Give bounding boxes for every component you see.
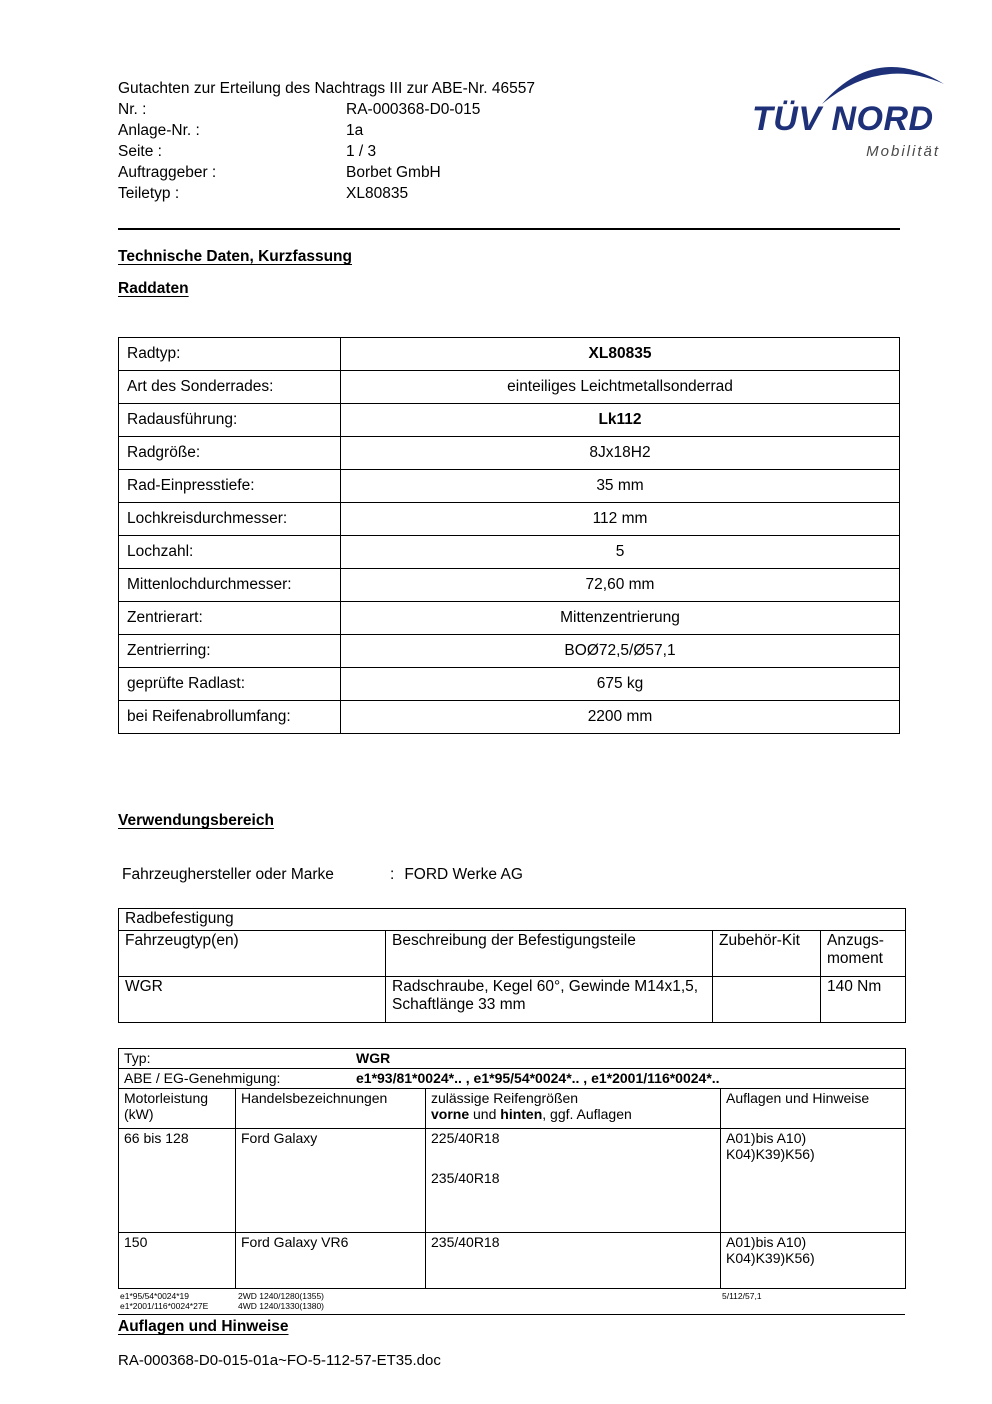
spec-label-cell: Zentrierart: xyxy=(119,602,341,635)
header-divider xyxy=(118,228,900,230)
footnote-weights xyxy=(238,1291,324,1311)
section-heading-technische-daten: Technische Daten, Kurzfassung xyxy=(118,248,352,265)
cell-auflagen xyxy=(721,1233,906,1289)
auflagen-line: A01)bis A10) xyxy=(726,1234,807,1250)
tuev-nord-logo xyxy=(744,48,948,168)
spec-label-cell: geprüfte Radlast: xyxy=(119,668,341,701)
manufacturer-separator: : xyxy=(390,866,395,883)
table-row xyxy=(119,977,906,1023)
table-row xyxy=(119,437,900,470)
header-segment: , ggf. Auflagen xyxy=(542,1106,632,1122)
cell-motorleistung: 150 xyxy=(119,1233,236,1289)
document-title: Gutachten zur Erteilung des Nachtrags III zur ABE-Nr. 46557 xyxy=(118,80,535,97)
cell-fahrzeugtyp: WGR xyxy=(119,977,386,1023)
spec-value-cell: 675 kg xyxy=(341,668,900,701)
cell-handelsbezeichnung: Ford Galaxy xyxy=(236,1129,426,1233)
table-row xyxy=(119,1049,906,1069)
header-line: Motorleistung xyxy=(124,1090,209,1106)
table-row xyxy=(119,1089,906,1129)
column-header-handelsbezeichnungen: Handelsbezeichnungen xyxy=(236,1089,426,1129)
column-header: Anzugs-moment xyxy=(821,931,906,977)
footnote-line: 4WD 1240/1330(1380) xyxy=(238,1301,325,1311)
spec-value-cell: XL80835 xyxy=(341,338,900,371)
spec-label-cell: Mittenlochdurchmesser: xyxy=(119,569,341,602)
tire-size-front: 225/40R18 xyxy=(431,1130,500,1146)
table-row xyxy=(119,569,900,602)
cell-handelsbezeichnung: Ford Galaxy VR6 xyxy=(236,1233,426,1289)
auflagen-line: K04)K39)K56) xyxy=(726,1146,815,1162)
spec-label-cell: Lochzahl: xyxy=(119,536,341,569)
column-header-reifengroessen xyxy=(426,1089,721,1129)
table-row xyxy=(119,371,900,404)
section-heading-auflagen: Auflagen und Hinweise xyxy=(118,1318,289,1335)
spec-value-cell: 35 mm xyxy=(341,470,900,503)
cell-reifengroessen xyxy=(426,1129,721,1233)
raddaten-table xyxy=(118,337,900,734)
cell-beschreibung: Radschraube, Kegel 60°, Gewinde M14x1,5, Schaftlänge 33 mm xyxy=(386,977,713,1023)
spec-value-cell: Lk112 xyxy=(341,404,900,437)
field-label: Nr. : xyxy=(118,101,147,118)
cell-motorleistung: 66 bis 128 xyxy=(119,1129,236,1233)
spec-value-cell: 72,60 mm xyxy=(341,569,900,602)
auflagen-line: A01)bis A10) xyxy=(726,1130,807,1146)
section-heading-raddaten: Raddaten xyxy=(118,280,189,297)
field-label: Seite : xyxy=(118,143,162,160)
table-row xyxy=(119,1233,906,1289)
column-header: Beschreibung der Befestigungsteile xyxy=(386,931,713,977)
logo-tagline: Mobilität xyxy=(866,143,940,160)
column-header: Zubehör-Kit xyxy=(713,931,821,977)
typ-row xyxy=(119,1049,906,1069)
logo-brand-text: TÜV NORD xyxy=(752,100,934,138)
header-line: (kW) xyxy=(124,1106,154,1122)
spec-label-cell: Radtyp: xyxy=(119,338,341,371)
spec-label-cell: Art des Sonderrades: xyxy=(119,371,341,404)
radbefestigung-title-cell: Radbefestigung xyxy=(119,909,906,931)
table-row xyxy=(119,701,900,734)
spec-value-cell: 2200 mm xyxy=(341,701,900,734)
table-row xyxy=(119,338,900,371)
abe-row xyxy=(119,1069,906,1089)
table-row xyxy=(119,1129,906,1233)
spec-label-cell: bei Reifenabrollumfang: xyxy=(119,701,341,734)
spec-value-cell: 5 xyxy=(341,536,900,569)
table-row xyxy=(119,931,906,977)
typ-label: Typ: xyxy=(124,1050,151,1066)
manufacturer-value: FORD Werke AG xyxy=(404,866,523,883)
header-field-row xyxy=(118,183,758,204)
spec-value-cell: einteiliges Leichtmetallsonderrad xyxy=(341,371,900,404)
table-row xyxy=(119,536,900,569)
header-field-row xyxy=(118,162,758,183)
cell-zubehoer xyxy=(713,977,821,1023)
field-value: Borbet GmbH xyxy=(346,164,441,181)
field-label: Teiletyp : xyxy=(118,185,180,202)
column-header-auflagen: Auflagen und Hinweise xyxy=(721,1089,906,1129)
column-header-motorleistung xyxy=(119,1089,236,1129)
manufacturer-line xyxy=(122,866,523,884)
abe-value: e1*93/81*0024*.. , e1*95/54*0024*.. , e1*2001/116*0024*.. xyxy=(356,1070,720,1086)
tire-size-front: 235/40R18 xyxy=(431,1234,500,1250)
table-row xyxy=(119,470,900,503)
table-row xyxy=(119,1069,906,1089)
footnote-line: 2WD 1240/1280(1355) xyxy=(238,1291,325,1301)
header-field-row xyxy=(118,99,758,120)
abe-label: ABE / EG-Genehmigung: xyxy=(124,1070,281,1086)
field-value: XL80835 xyxy=(346,185,409,202)
document-filename: RA-000368-D0-015-01a~FO-5-112-57-ET35.doc xyxy=(118,1352,441,1369)
table-row xyxy=(119,909,906,931)
spec-label-cell: Radgröße: xyxy=(119,437,341,470)
spec-value-cell: Mittenzentrierung xyxy=(341,602,900,635)
spec-value-cell: BOØ72,5/Ø57,1 xyxy=(341,635,900,668)
typ-table xyxy=(118,1048,906,1289)
spec-label-cell: Zentrierring: xyxy=(119,635,341,668)
header-segment: vorne xyxy=(431,1106,470,1122)
table-row xyxy=(119,404,900,437)
document-header xyxy=(118,78,758,204)
radbefestigung-table xyxy=(118,908,906,1023)
table-row xyxy=(119,668,900,701)
footnote-line: e1*2001/116*0024*27E xyxy=(120,1301,209,1311)
table-row xyxy=(119,602,900,635)
header-segment: und xyxy=(469,1106,501,1122)
manufacturer-label: Fahrzeughersteller oder Marke xyxy=(122,866,334,883)
typ-value: WGR xyxy=(356,1050,391,1066)
header-segment: hinten xyxy=(500,1106,543,1122)
spec-label-cell: Radausführung: xyxy=(119,404,341,437)
footnote-line: e1*95/54*0024*19 xyxy=(120,1291,190,1301)
header-line: zulässige Reifengrößen xyxy=(431,1090,579,1106)
footnote-strip xyxy=(118,1289,905,1315)
cell-auflagen xyxy=(721,1129,906,1233)
header-field-row xyxy=(118,141,758,162)
field-value: 1 / 3 xyxy=(346,143,377,160)
field-value: 1a xyxy=(346,122,364,139)
cell-reifengroessen xyxy=(426,1233,721,1289)
header-field-row xyxy=(118,120,758,141)
table-row xyxy=(119,635,900,668)
column-header: Fahrzeugtyp(en) xyxy=(119,931,386,977)
field-value: RA-000368-D0-015 xyxy=(346,101,481,118)
footnote-code: 5/112/57,1 xyxy=(722,1291,762,1301)
field-label: Anlage-Nr. : xyxy=(118,122,200,139)
spec-label-cell: Rad-Einpresstiefe: xyxy=(119,470,341,503)
table-row xyxy=(119,503,900,536)
field-label: Auftraggeber : xyxy=(118,164,217,181)
spec-value-cell: 8Jx18H2 xyxy=(341,437,900,470)
footnote-approvals xyxy=(120,1291,208,1311)
header-line xyxy=(431,1106,715,1122)
tire-size-rear: 235/40R18 xyxy=(431,1170,500,1186)
section-heading-verwendungsbereich: Verwendungsbereich xyxy=(118,812,274,829)
cell-anzugsmoment: 140 Nm xyxy=(821,977,906,1023)
spec-value-cell: 112 mm xyxy=(341,503,900,536)
auflagen-line: K04)K39)K56) xyxy=(726,1250,815,1266)
spec-label-cell: Lochkreisdurchmesser: xyxy=(119,503,341,536)
